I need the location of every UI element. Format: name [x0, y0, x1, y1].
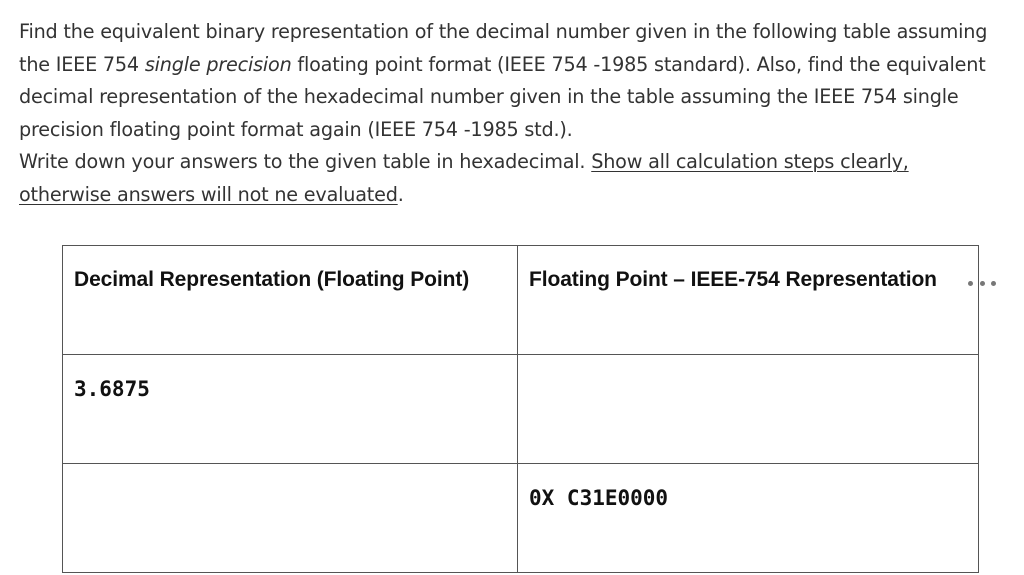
instruction-line-5 — [19, 146, 1019, 179]
answer-table — [62, 245, 979, 573]
more-horizontal-icon[interactable] — [968, 280, 996, 286]
dot-icon — [980, 281, 985, 286]
instruction-line-2 — [19, 49, 1019, 82]
instruction-line-2-end: floating point format (IEEE 754 -1985 standard). Also, find the equivalent — [291, 52, 986, 76]
cell-decimal-value[interactable]: 3.6875 — [63, 355, 518, 464]
header-decimal-representation: Decimal Representation (Floating Point) — [63, 246, 518, 355]
underlined-warning-part-2: otherwise answers will not ne evaluated — [19, 182, 398, 206]
instructions-text — [19, 16, 1019, 211]
header-ieee-754-representation: Floating Point – IEEE-754 Representation — [518, 246, 979, 355]
underlined-warning-part-1: Show all calculation steps clearly, — [591, 150, 909, 173]
instruction-line-6 — [19, 179, 1019, 212]
instruction-line-5-start: Write down your answers to the given table in hexadecimal. — [19, 150, 592, 173]
table-row — [63, 464, 979, 573]
cell-hex-value[interactable]: 0X C31E0000 — [518, 464, 979, 573]
instruction-line-6-end: . — [397, 182, 404, 206]
instruction-line-3: decimal representation of the hexadecimal number given in the table assuming the IEEE 754 single — [19, 85, 959, 108]
dot-icon — [991, 281, 996, 286]
instruction-line-4: precision floating point format again (IEEE 754 -1985 std.). — [19, 117, 573, 141]
cell-decimal-answer-empty[interactable] — [63, 464, 518, 573]
table-row — [63, 355, 979, 464]
table-header-row — [63, 246, 979, 355]
dot-icon — [968, 281, 973, 286]
emphasis-single-precision: single precision — [144, 52, 292, 76]
cell-ieee-answer-empty[interactable] — [518, 355, 979, 464]
instruction-line-1: Find the equivalent binary representation of the decimal number given in the following table assuming — [19, 20, 988, 43]
instruction-line-2-start: the IEEE 754 — [19, 52, 145, 76]
